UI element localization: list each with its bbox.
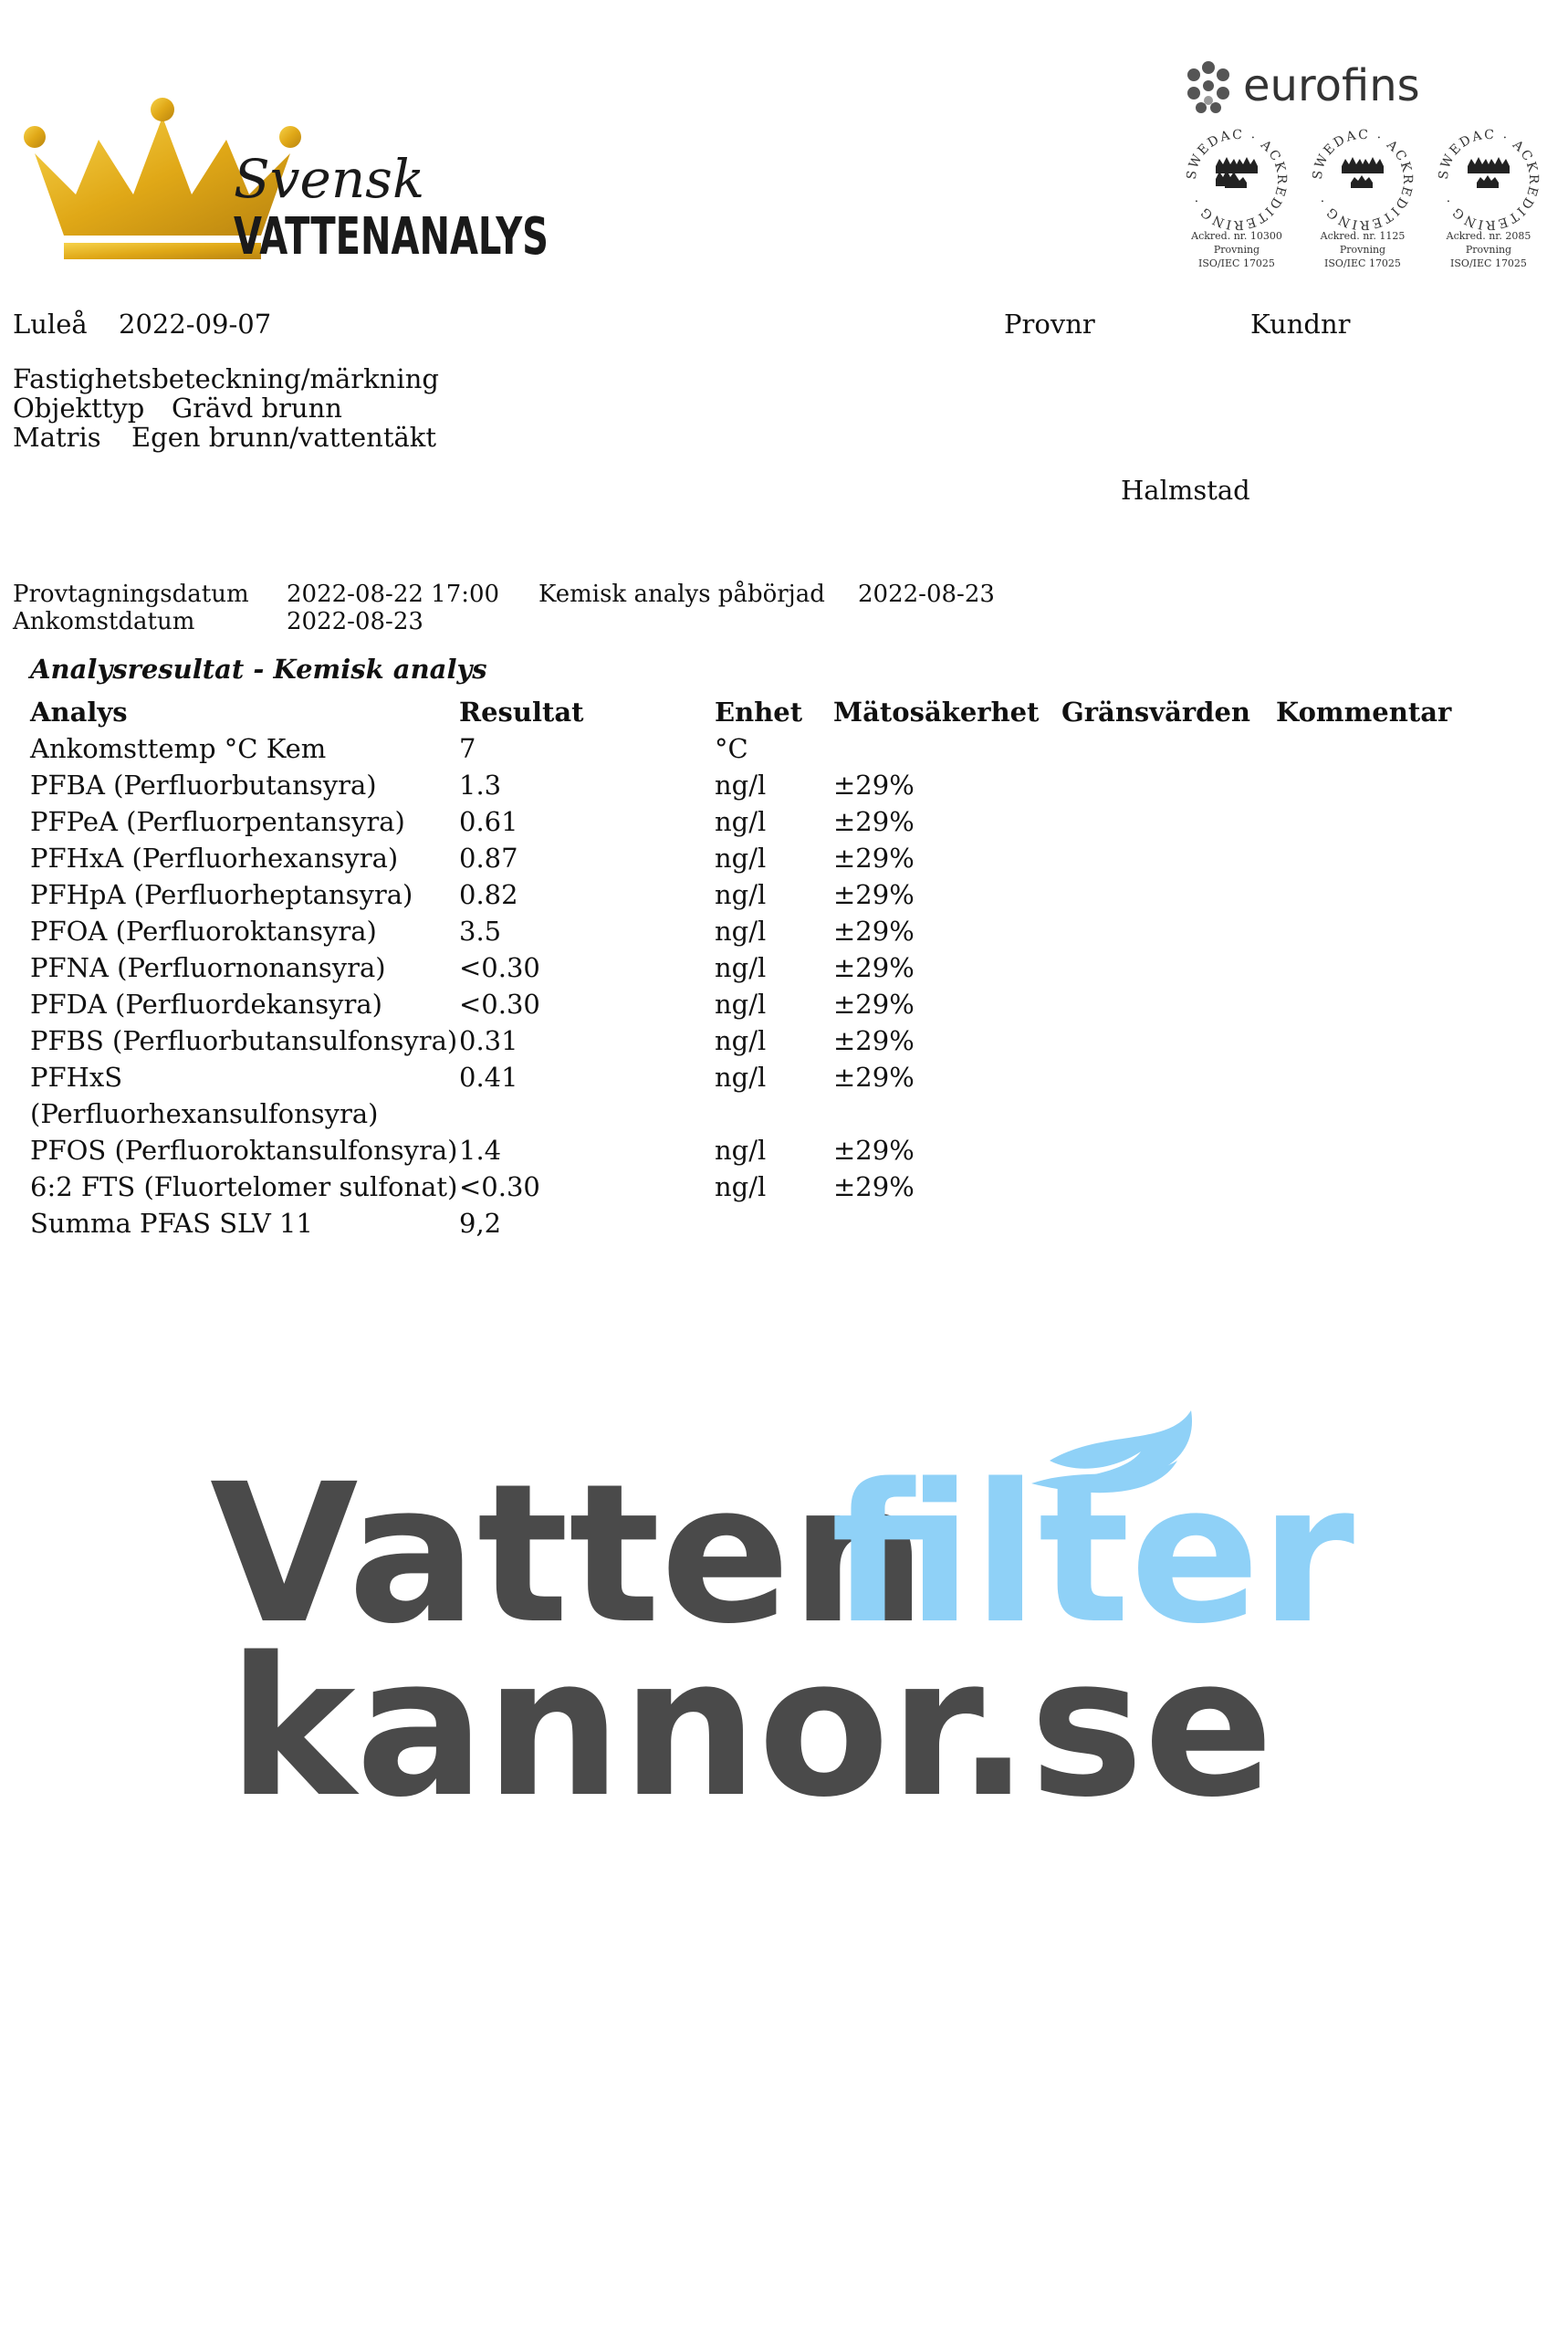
- svg-text:Provning: Provning: [1465, 244, 1512, 256]
- table-cell: [1061, 986, 1276, 1022]
- table-row: [30, 1205, 1527, 1242]
- table-cell: PFNA (Perfluornonansyra): [30, 952, 386, 983]
- table-cell: ng/l: [715, 879, 767, 910]
- matris-label: Matris: [13, 422, 101, 453]
- provtagning-value: 2022-08-22 17:00: [287, 581, 500, 608]
- table-cell: [1276, 840, 1527, 876]
- table-cell: [1276, 876, 1527, 913]
- table-cell: 0.61: [459, 806, 518, 837]
- column-header: Enhet: [715, 697, 803, 728]
- kundnr-label: Kundnr: [1250, 309, 1351, 340]
- fastighet-label: Fastighetsbeteckning/märkning: [13, 363, 439, 394]
- three-crowns-icon: [1216, 157, 1258, 188]
- svensk-script: Svensk: [234, 148, 425, 210]
- table-row: [30, 767, 1527, 803]
- table-cell: [1061, 1168, 1276, 1205]
- table-cell: [1061, 913, 1276, 949]
- table-cell: 6:2 FTS (Fluortelomer sulfonat): [30, 1171, 458, 1202]
- table-cell: ng/l: [715, 843, 767, 874]
- table-cell: [1061, 876, 1276, 913]
- matris-value: Egen brunn/vattentäkt: [131, 422, 437, 453]
- report-date: 2022-09-07: [119, 309, 272, 340]
- column-header: Resultat: [459, 697, 584, 728]
- swedac-seal: [1303, 121, 1422, 276]
- table-cell: [1276, 1022, 1527, 1059]
- column-header: Analys: [30, 697, 128, 728]
- eurofins-dots-icon: [1187, 61, 1229, 113]
- eurofins-logo: [1183, 57, 1457, 121]
- table-row: [30, 803, 1527, 840]
- table-cell: PFHxA (Perfluorhexansyra): [30, 843, 399, 874]
- table-cell: 1.4: [459, 1135, 502, 1166]
- table-cell: Summa PFAS SLV 11: [30, 1208, 313, 1239]
- table-cell: ng/l: [715, 952, 767, 983]
- table-cell: [1061, 1205, 1276, 1242]
- table-cell: [1061, 949, 1276, 986]
- objekttyp-value: Grävd brunn: [172, 393, 342, 424]
- table-row: [30, 986, 1527, 1022]
- table-cell: [1061, 1132, 1276, 1168]
- svg-text:ISO/IEC 17025: ISO/IEC 17025: [1324, 257, 1401, 269]
- table-row: [30, 876, 1527, 913]
- svg-text:ISO/IEC 17025: ISO/IEC 17025: [1450, 257, 1527, 269]
- objekttyp-label: Objekttyp: [13, 393, 145, 424]
- svg-text:SWEDAC · ACKREDITERING ·: SWEDAC · ACKREDITERING ·: [1436, 127, 1542, 233]
- svg-text:SWEDAC · ACKREDITERING ·: SWEDAC · ACKREDITERING ·: [1184, 127, 1290, 233]
- table-row: [30, 913, 1527, 949]
- table-title: Analysresultat - Kemisk analys: [30, 654, 487, 685]
- table-cell: PFBA (Perfluorbutansyra): [30, 770, 377, 801]
- table-cell: [1061, 840, 1276, 876]
- table-cell: PFPeA (Perfluorpentansyra): [30, 806, 405, 837]
- three-crowns-icon: [1468, 157, 1510, 188]
- table-cell: 0.31: [459, 1025, 518, 1056]
- table-cell: 3.5: [459, 916, 502, 947]
- table-cell: ±29%: [833, 806, 915, 837]
- table-cell: ±29%: [833, 843, 915, 874]
- table-cell: ng/l: [715, 989, 767, 1020]
- table-cell: PFBS (Perfluorbutansulfonsyra): [30, 1025, 458, 1056]
- table-cell: PFOA (Perfluoroktansyra): [30, 916, 377, 947]
- table-cell: °C: [715, 733, 748, 764]
- table-cell: [1276, 803, 1527, 840]
- table-row: [30, 840, 1527, 876]
- swedac-seal: [1429, 121, 1548, 276]
- table-cell: <0.30: [459, 1171, 540, 1202]
- table-cell: [1061, 767, 1276, 803]
- table-cell: ng/l: [715, 1135, 767, 1166]
- table-cell: ±29%: [833, 989, 915, 1020]
- table-cell: ±29%: [833, 1025, 915, 1056]
- table-cell: [1276, 949, 1527, 986]
- table-cell: [1061, 1059, 1276, 1132]
- table-row: [30, 730, 1527, 767]
- table-cell: ng/l: [715, 1025, 767, 1056]
- provnr-label: Provnr: [1004, 309, 1095, 340]
- table-cell: [1276, 913, 1527, 949]
- table-cell: ±29%: [833, 916, 915, 947]
- column-header: Mätosäkerhet: [833, 697, 1040, 728]
- city: Halmstad: [1121, 475, 1250, 506]
- table-cell: PFDA (Perfluordekansyra): [30, 989, 382, 1020]
- table-cell: [1276, 1132, 1527, 1168]
- table-cell: ng/l: [715, 770, 767, 801]
- table-cell: 7: [459, 733, 476, 764]
- table-cell: 1.3: [459, 770, 502, 801]
- vf-line2: kannor.se: [228, 1616, 1274, 1839]
- svg-text:Ackred. nr. 10300: Ackred. nr. 10300: [1191, 230, 1282, 242]
- swedac-seal: [1177, 121, 1296, 276]
- column-header: Gränsvärden: [1061, 697, 1250, 728]
- table-cell: 0.41: [459, 1062, 518, 1093]
- vf-part1: Vatten: [210, 1442, 927, 1666]
- eurofins-wordmark: eurofins: [1243, 60, 1420, 111]
- table-cell: PFHxS (Perfluorhexansulfonsyra): [30, 1062, 379, 1129]
- table-cell: [1276, 730, 1527, 767]
- svg-text:Provning: Provning: [1213, 244, 1260, 256]
- table-row: [30, 1132, 1527, 1168]
- table-cell: ±29%: [833, 1171, 915, 1202]
- table-cell: ±29%: [833, 1135, 915, 1166]
- table-cell: [715, 1205, 833, 1242]
- table-cell: ng/l: [715, 1062, 767, 1093]
- table-cell: 0.82: [459, 879, 518, 910]
- svg-text:Ackred. nr. 1125: Ackred. nr. 1125: [1320, 230, 1406, 242]
- table-cell: <0.30: [459, 989, 540, 1020]
- table-cell: [1276, 1205, 1527, 1242]
- table-cell: <0.30: [459, 952, 540, 983]
- svg-text:ISO/IEC 17025: ISO/IEC 17025: [1198, 257, 1275, 269]
- table-cell: [1276, 1168, 1527, 1205]
- kemisk-label: Kemisk analys påbörjad: [538, 581, 825, 608]
- table-cell: [1276, 986, 1527, 1022]
- table-cell: [1276, 767, 1527, 803]
- table-cell: [833, 730, 1061, 767]
- table-cell: ±29%: [833, 770, 915, 801]
- table-row: [30, 1059, 1527, 1132]
- three-crowns-icon: [1342, 157, 1384, 188]
- svg-text:Provning: Provning: [1339, 244, 1386, 256]
- kemisk-value: 2022-08-23: [858, 581, 995, 608]
- svg-text:SWEDAC · ACKREDITERING ·: SWEDAC · ACKREDITERING ·: [1310, 127, 1416, 233]
- table-header-row: [30, 694, 1527, 730]
- table-cell: Ankomsttemp °C Kem: [30, 733, 327, 764]
- vattenfilterkannor-logo: [210, 1410, 1355, 1839]
- table-cell: [1061, 803, 1276, 840]
- table-cell: [833, 1205, 1061, 1242]
- table-row: [30, 1168, 1527, 1205]
- table-cell: ng/l: [715, 806, 767, 837]
- table-cell: ng/l: [715, 916, 767, 947]
- ankomst-label: Ankomstdatum: [13, 608, 195, 635]
- svensk-vattenanalys-logo: [26, 99, 555, 267]
- table-cell: PFOS (Perfluoroktansulfonsyra): [30, 1135, 458, 1166]
- column-header: Kommentar: [1276, 697, 1452, 728]
- table-cell: [1061, 1022, 1276, 1059]
- table-cell: 0.87: [459, 843, 518, 874]
- table-cell: [1061, 730, 1276, 767]
- table-cell: 9,2: [459, 1208, 502, 1239]
- table-cell: ng/l: [715, 1171, 767, 1202]
- location: Luleå: [13, 309, 88, 340]
- vf-part2: filter: [831, 1442, 1355, 1666]
- provtagning-label: Provtagningsdatum: [13, 581, 249, 608]
- table-cell: ±29%: [833, 879, 915, 910]
- table-cell: ±29%: [833, 1062, 915, 1093]
- vattenanalys-wordmark: VATTENANALYS: [234, 207, 549, 267]
- table-cell: ±29%: [833, 952, 915, 983]
- ankomst-value: 2022-08-23: [287, 608, 423, 635]
- table-row: [30, 1022, 1527, 1059]
- svg-text:Ackred. nr. 2085: Ackred. nr. 2085: [1446, 230, 1531, 242]
- table-cell: [1276, 1059, 1527, 1132]
- table-cell: PFHpA (Perfluorheptansyra): [30, 879, 413, 910]
- table-row: [30, 949, 1527, 986]
- results-table: [30, 694, 1527, 1242]
